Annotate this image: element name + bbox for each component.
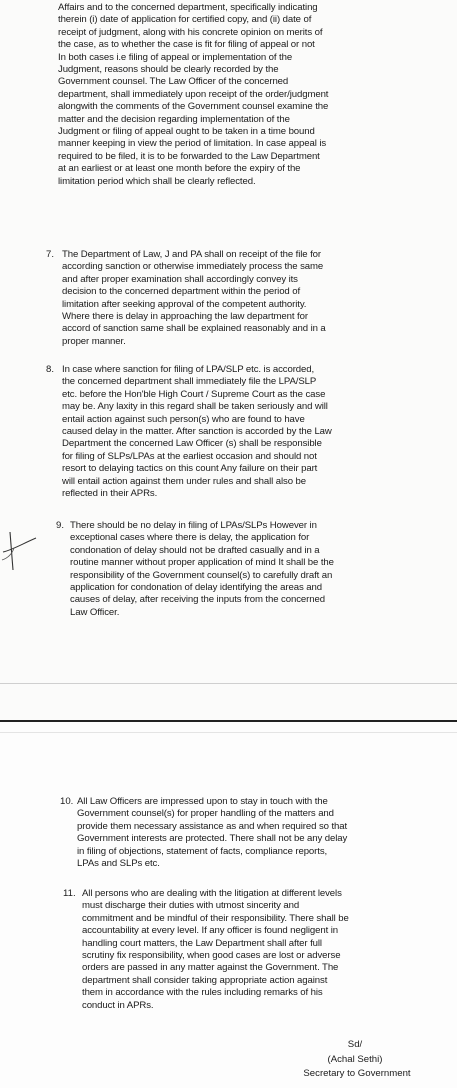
text-line: The Department of Law, J and PA shall on receipt of the file for [62, 249, 321, 260]
text-line: routine manner without proper application of mind It shall be the [70, 557, 334, 569]
item-number: 10. [60, 796, 74, 807]
text-line: may be. Any laxity in this regard shall be taken seriously and will [62, 401, 328, 413]
scan-artifact-line [0, 732, 457, 733]
signature-sd: Sd/ [347, 1039, 363, 1050]
item-9-paragraph [70, 520, 403, 619]
text-line: responsibility of the Government counsel(s) to carefully draft an [70, 569, 333, 581]
text-line: department shall consider taking appropriate action against [82, 974, 328, 986]
text-line: decision to the concerned department within the period of [62, 286, 301, 298]
text-line: All persons who are dealing with the litigation at different levels [82, 888, 342, 899]
text-line: accountability at every level. If any officer is found negligent in [82, 925, 339, 937]
text-line: provide them necessary assistance as and when required so that [77, 820, 348, 832]
text-line: the case, as to whether the case is fit for filing of appeal or not [58, 39, 315, 51]
text-line: will entail action against them under rules and shall also be [62, 475, 307, 487]
text-line: therein (i) date of application for certified copy, and (ii) date of [58, 14, 312, 26]
text-line: application for condonation of delay identifying the areas and [70, 582, 322, 594]
scan-artifact-line [0, 683, 457, 684]
text-line: entail action against such person(s) who are found to have [62, 413, 305, 425]
text-line: handling court matters, the Law Department shall after full [82, 937, 322, 949]
text-line: proper manner. [62, 335, 126, 347]
text-line: limitation period which shall be clearly reflected. [58, 175, 256, 187]
item-number: 8. [46, 364, 55, 375]
item-10-paragraph [77, 796, 409, 870]
text-line: In both cases i.e filing of appeal or implementation of the [58, 51, 293, 63]
text-line: Government counsel. The Law Officer of the concerned [58, 76, 289, 88]
text-line: Government interests are protected. There shall not be any delay [77, 833, 348, 845]
item-number: 7. [46, 249, 55, 260]
text-line: Law Officer. [70, 606, 120, 618]
handwritten-margin-mark [0, 530, 40, 575]
item-number: 11. [63, 888, 76, 899]
signatory-designation: Secretary to Government [303, 1068, 411, 1079]
text-line: alongwith the comments of the Government counsel examine the [58, 101, 329, 113]
text-line: Affairs and to the concerned department, specifically indicating [58, 2, 318, 13]
text-line: in filing of objections, statement of facts, compliance reports, [77, 845, 328, 857]
text-line: matter and the decision regarding implementation of the [58, 113, 290, 125]
item-7-paragraph [62, 249, 401, 348]
text-line: and after proper examination shall accordingly convey its [62, 273, 298, 285]
text-line: There should be no delay in filing of LPAs/SLPs However in [70, 520, 317, 531]
text-line: orders are passed in any matter against the Government. The [82, 962, 339, 974]
text-line: Where there is delay in approaching the law department for [62, 311, 308, 323]
text-line: In case where sanction for filing of LPA/SLP etc. is accorded, [62, 364, 315, 375]
text-line: for filing of SLPs/LPAs at the earliest occasion and should not [62, 450, 317, 462]
text-line: caused delay in the matter. After sanction is accorded by the Law [62, 426, 332, 438]
text-line: conduct in APRs. [82, 999, 154, 1011]
text-line: All Law Officers are impressed upon to stay in touch with the [77, 796, 328, 807]
text-line: Judgment or filing of appeal ought to be taken in a time bound [58, 126, 315, 138]
text-line: Judgment, reasons should be clearly recorded by the [58, 64, 279, 76]
text-line: exceptional cases where there is delay, the application for [70, 532, 310, 544]
item-8-paragraph [62, 364, 401, 500]
text-line: the concerned department shall immediately file the LPA/SLP [62, 376, 317, 388]
text-line: them in accordance with the rules including remarks of his [82, 987, 323, 999]
text-line: required to be filed, it is to be forwarded to the Law Department [58, 150, 320, 162]
intro-paragraph [58, 2, 401, 188]
text-line: receipt of judgment, along with his concrete opinion on merits of [58, 26, 323, 38]
text-line: accord of sanction same shall be explained reasonably and in a [62, 323, 326, 335]
text-line: reflected in their APRs. [62, 488, 158, 500]
text-line: resort to delaying tactics on this count Any failure on their part [62, 463, 318, 475]
signatory-name: (Achal Sethi) [327, 1054, 383, 1065]
text-line: Government counsel(s) for proper handling of the matters and [77, 808, 334, 820]
text-line: manner keeping in view the period of limitation. In case appeal is [58, 138, 327, 150]
text-line: Department the concerned Law Officer (s) shall be responsible [62, 438, 322, 450]
text-line: according sanction or otherwise immediately process the same [62, 261, 324, 273]
text-line: scrutiny fix responsibility, when good cases are lost or adverse [82, 950, 341, 962]
text-line: department, shall immediately upon receipt of the order/judgment [58, 88, 329, 100]
item-11-paragraph [82, 888, 412, 1012]
text-line: must discharge their duties with utmost sincerity and [82, 900, 300, 912]
text-line: LPAs and SLPs etc. [77, 858, 160, 870]
text-line: etc. before the Hon'ble High Court / Supreme Court as the case [62, 388, 326, 400]
text-line: commitment and be mindful of their responsibility. There shall be [82, 912, 349, 924]
text-line: limitation after seeking approval of the competent authority. [62, 298, 307, 310]
item-number: 9. [56, 520, 65, 531]
text-line: causes of delay, after receiving the inputs from the concerned [70, 594, 325, 606]
text-line: at an earliest or at least one month before the expiry of the [58, 163, 301, 175]
text-line: condonation of delay should not be drafted casually and in a [70, 544, 320, 556]
